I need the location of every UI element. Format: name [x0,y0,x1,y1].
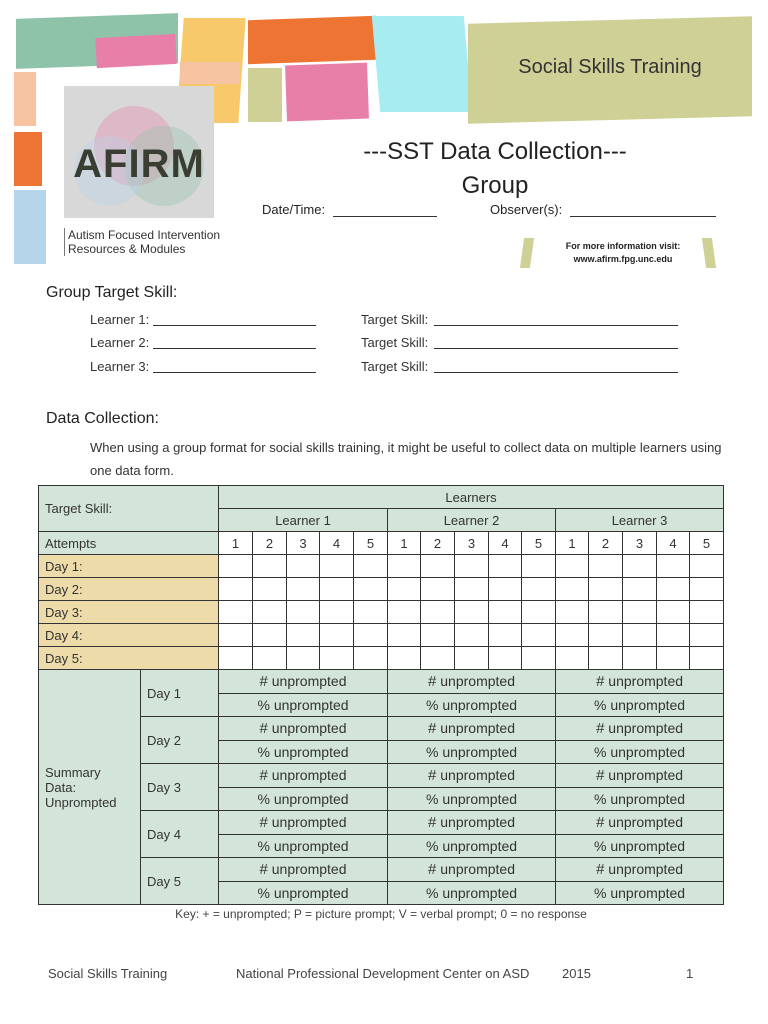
target-skill-header: Target Skill: [39,486,219,532]
percent-symbol: % [257,743,270,760]
attempt-entry-cell[interactable] [522,624,556,647]
unprompted-word: unprompted [442,696,518,713]
summary-day-label: Day 3 [141,764,219,811]
learners-header: Learners [219,486,724,509]
attempt-entry-cell[interactable] [455,555,489,578]
hash-symbol: # [596,766,605,784]
hash-symbol: # [428,672,437,690]
mosaic-tile [372,16,472,112]
attempt-entry-cell[interactable] [690,601,724,624]
mosaic-tile [248,16,376,64]
footer-page-number: 1 [686,966,694,981]
table-row [39,555,724,578]
percent-unprompted-cell[interactable] [388,881,556,905]
attempt-entry-cell[interactable] [354,647,388,670]
footer-center: National Professional Development Center on ASD [236,966,530,981]
summary-day-label: Day 4 [141,811,219,858]
attempt-entry-cell[interactable] [421,601,455,624]
afirm-logo [64,86,214,218]
target-skill-3-label: Target Skill: [361,359,429,374]
mosaic-tile [14,190,46,264]
info-url[interactable]: www.afirm.fpg.unc.edu [573,254,673,264]
attempt-entry-cell[interactable] [623,601,657,624]
attempt-entry-cell[interactable] [690,578,724,601]
date-time-line[interactable] [333,205,437,217]
attempt-entry-cell[interactable] [253,624,287,647]
percent-unprompted-cell[interactable] [219,787,388,811]
attempt-entry-cell[interactable] [522,647,556,670]
attempt-entry-cell[interactable] [623,624,657,647]
unprompted-word: unprompted [273,884,349,901]
attempt-entry-cell[interactable] [522,578,556,601]
summary-day-label: Day 2 [141,717,219,764]
learner-3-line[interactable] [153,372,316,373]
attempt-entry-cell[interactable] [489,647,522,670]
attempt-entry-cell[interactable] [455,578,489,601]
attempt-entry-cell[interactable] [320,624,354,647]
attempt-entry-cell[interactable] [219,555,253,578]
unprompted-word: unprompted [610,743,686,760]
percent-symbol: % [594,837,607,854]
logo-wordmark: AFIRM [73,142,205,186]
attempt-entry-cell[interactable] [253,601,287,624]
table-row [39,764,724,788]
unprompted-word: unprompted [442,743,518,760]
attempt-number: 3 [287,532,320,555]
title-line: Group [461,172,529,199]
count-unprompted-cell[interactable] [219,858,388,882]
percent-unprompted-cell[interactable] [556,693,724,717]
count-unprompted-cell[interactable] [388,764,556,788]
percent-symbol: % [594,743,607,760]
percent-unprompted-cell[interactable] [388,834,556,858]
attempt-entry-cell[interactable] [287,624,320,647]
count-unprompted-cell[interactable] [219,764,388,788]
percent-unprompted-cell[interactable] [388,787,556,811]
attempt-entry-cell[interactable] [388,555,421,578]
percent-unprompted-cell[interactable] [388,740,556,764]
percent-unprompted-cell[interactable] [219,834,388,858]
attempt-entry-cell[interactable] [690,555,724,578]
unprompted-word: unprompted [608,766,684,783]
group-target-skill-heading: Group Target Skill: [46,284,178,301]
logo-subtitle-line: Autism Focused Intervention [68,228,221,242]
unprompted-word: unprompted [442,837,518,854]
count-unprompted-cell[interactable] [388,717,556,741]
unprompted-word: unprompted [273,743,349,760]
unprompted-word: unprompted [440,813,515,830]
observer-line[interactable] [570,205,716,217]
attempt-entry-cell[interactable] [589,601,623,624]
attempt-entry-cell[interactable] [623,578,657,601]
logo-subtitle-line: Resources & Modules [68,242,186,256]
unprompted-word: unprompted [273,790,349,807]
attempt-number: 2 [421,532,455,555]
table-row [39,532,724,555]
mosaic-tile [248,68,282,122]
footer-year: 2015 [562,966,591,981]
mosaic-tile [14,132,42,186]
attempt-entry-cell[interactable] [320,601,354,624]
unprompted-word: unprompted [610,790,686,807]
attempt-entry-cell[interactable] [219,578,253,601]
info-line: For more information visit: [565,241,681,251]
hash-symbol: # [428,860,437,878]
attempt-entry-cell[interactable] [320,555,354,578]
table-row [39,858,724,882]
hash-symbol: # [259,860,268,878]
unprompted-word: unprompted [273,837,349,854]
logo-subtitle [64,228,224,256]
attempt-entry-cell[interactable] [623,555,657,578]
target-skill-3-line[interactable] [434,372,678,373]
count-unprompted-cell[interactable] [219,670,388,694]
attempt-entry-cell[interactable] [522,555,556,578]
day-label: Day 5: [39,647,219,670]
learner-column-header: Learner 3 [556,509,724,532]
learner-1-line[interactable] [153,325,316,326]
hash-symbol: # [428,813,437,831]
attempt-entry-cell[interactable] [589,624,623,647]
attempt-entry-cell[interactable] [388,601,421,624]
attempt-entry-cell[interactable] [556,647,589,670]
attempt-entry-cell[interactable] [354,578,388,601]
percent-unprompted-cell[interactable] [219,881,388,905]
attempt-entry-cell[interactable] [421,624,455,647]
table-row [39,486,724,509]
hash-symbol: # [596,860,605,878]
unprompted-word: unprompted [610,696,686,713]
unprompted-word: unprompted [608,813,684,830]
attempt-entry-cell[interactable] [219,624,253,647]
learner-2-line[interactable] [153,348,316,349]
attempt-entry-cell[interactable] [287,647,320,670]
attempt-entry-cell[interactable] [489,555,522,578]
page-title [300,135,690,203]
count-unprompted-cell[interactable] [388,858,556,882]
count-unprompted-cell[interactable] [388,670,556,694]
attempt-entry-cell[interactable] [589,647,623,670]
attempt-number: 5 [522,532,556,555]
unprompted-word: unprompted [608,860,684,877]
unprompted-word: unprompted [271,860,347,877]
attempt-entry-cell[interactable] [556,555,589,578]
unprompted-word: unprompted [271,813,347,830]
attempt-entry-cell[interactable] [690,624,724,647]
attempt-entry-cell[interactable] [253,647,287,670]
unprompted-word: unprompted [610,884,686,901]
attempt-entry-cell[interactable] [320,578,354,601]
attempt-number: 1 [388,532,421,555]
attempt-entry-cell[interactable] [489,624,522,647]
data-collection-description: When using a group format for social skills training, it might be useful to collect data on multiple learners using one data form. [90,440,722,478]
attempt-entry-cell[interactable] [253,578,287,601]
summary-day-label: Day 5 [141,858,219,905]
banner-title: Social Skills Training [518,56,702,78]
attempt-number: 1 [556,532,589,555]
attempt-entry-cell[interactable] [287,601,320,624]
target-skill-2-label: Target Skill: [361,335,429,350]
learner-column-header: Learner 2 [388,509,556,532]
attempt-entry-cell[interactable] [354,555,388,578]
data-collection-table [38,485,724,905]
summary-data-label: Summary Data: Unprompted [39,670,141,905]
attempt-entry-cell[interactable] [657,647,690,670]
mosaic-tile [95,34,176,68]
attempt-entry-cell[interactable] [489,578,522,601]
attempt-entry-cell[interactable] [556,624,589,647]
percent-symbol: % [425,790,439,807]
attempt-entry-cell[interactable] [589,555,623,578]
unprompted-word: unprompted [440,719,515,736]
hash-symbol: # [596,672,605,690]
attempt-entry-cell[interactable] [657,624,690,647]
attempt-entry-cell[interactable] [522,601,556,624]
day-label: Day 3: [39,601,219,624]
percent-unprompted-cell[interactable] [556,787,724,811]
observer-field[interactable] [490,202,716,217]
summary-day-label: Day 1 [141,670,219,717]
attempt-entry-cell[interactable] [690,647,724,670]
hash-symbol: # [259,719,268,737]
attempt-entry-cell[interactable] [589,578,623,601]
percent-symbol: % [257,884,270,901]
percent-unprompted-cell[interactable] [219,740,388,764]
percent-symbol: % [425,884,439,901]
percent-symbol: % [594,790,607,807]
attempt-entry-cell[interactable] [455,601,489,624]
percent-unprompted-cell[interactable] [388,693,556,717]
learner-1-label: Learner 1: [90,312,150,327]
table-row [39,670,724,694]
hash-symbol: # [259,766,268,784]
unprompted-word: unprompted [608,672,684,689]
attempt-entry-cell[interactable] [556,578,589,601]
mosaic-tile [14,72,36,126]
count-unprompted-cell[interactable] [556,811,724,835]
percent-symbol: % [594,884,607,901]
attempt-entry-cell[interactable] [287,578,320,601]
attempt-number: 4 [320,532,354,555]
attempt-entry-cell[interactable] [421,647,455,670]
table-row [39,578,724,601]
count-unprompted-cell[interactable] [556,764,724,788]
percent-symbol: % [425,743,439,760]
hash-symbol: # [428,719,437,737]
hash-symbol: # [259,813,268,831]
attempt-entry-cell[interactable] [421,578,455,601]
attempt-number: 4 [657,532,690,555]
attempt-entry-cell[interactable] [455,647,489,670]
hash-symbol: # [259,672,268,690]
table-row [39,811,724,835]
percent-symbol: % [594,696,607,713]
attempts-label: Attempts [39,532,219,555]
unprompted-word: unprompted [610,837,686,854]
footer-left: Social Skills Training [48,966,168,981]
attempt-entry-cell[interactable] [219,647,253,670]
attempt-entry-cell[interactable] [287,555,320,578]
attempt-number: 5 [690,532,724,555]
key-legend: Key: + = unprompted; P = picture prompt; V = verbal prompt; 0 = no response [175,907,587,921]
count-unprompted-cell[interactable] [219,811,388,835]
table-row [39,717,724,741]
attempt-entry-cell[interactable] [320,647,354,670]
percent-symbol: % [425,837,439,854]
day-label: Day 1: [39,555,219,578]
unprompted-word: unprompted [440,766,515,783]
attempt-entry-cell[interactable] [657,555,690,578]
attempt-entry-cell[interactable] [388,624,421,647]
date-time-field[interactable] [262,202,437,217]
title-line: ---SST Data Collection--- [363,138,627,165]
target-skill-1-label: Target Skill: [361,312,429,327]
unprompted-word: unprompted [442,790,518,807]
percent-unprompted-cell[interactable] [556,834,724,858]
attempt-entry-cell[interactable] [657,578,690,601]
attempt-number: 3 [455,532,489,555]
attempt-number: 1 [219,532,253,555]
attempt-number: 4 [489,532,522,555]
percent-unprompted-cell[interactable] [219,693,388,717]
unprompted-word: unprompted [273,696,349,713]
count-unprompted-cell[interactable] [219,717,388,741]
attempt-number: 3 [623,532,657,555]
mosaic-tile [180,62,240,84]
attempt-entry-cell[interactable] [354,624,388,647]
table-row [39,624,724,647]
count-unprompted-cell[interactable] [556,717,724,741]
unprompted-word: unprompted [271,672,347,689]
attempt-entry-cell[interactable] [623,647,657,670]
attempt-entry-cell[interactable] [657,601,690,624]
attempt-number: 5 [354,532,388,555]
attempt-entry-cell[interactable] [455,624,489,647]
unprompted-word: unprompted [442,884,518,901]
target-skill-1-line[interactable] [434,325,678,326]
unprompted-word: unprompted [440,672,515,689]
learner-3-label: Learner 3: [90,359,150,374]
count-unprompted-cell[interactable] [388,811,556,835]
data-collection-heading: Data Collection: [46,410,159,427]
percent-unprompted-cell[interactable] [556,740,724,764]
attempt-entry-cell[interactable] [556,601,589,624]
percent-unprompted-cell[interactable] [556,881,724,905]
date-time-label: Date/Time: [262,202,326,217]
attempt-entry-cell[interactable] [489,601,522,624]
hash-symbol: # [596,813,605,831]
unprompted-word: unprompted [608,719,684,736]
attempt-number: 2 [589,532,623,555]
attempt-number: 2 [253,532,287,555]
info-note [548,240,698,266]
percent-symbol: % [257,790,270,807]
percent-symbol: % [425,696,439,713]
mosaic-tile [285,63,369,122]
attempt-entry-cell[interactable] [388,578,421,601]
unprompted-word: unprompted [271,766,347,783]
attempt-entry-cell[interactable] [421,555,455,578]
percent-symbol: % [257,696,270,713]
learner-column-header: Learner 1 [219,509,388,532]
unprompted-word: unprompted [440,860,515,877]
table-row [39,647,724,670]
unprompted-word: unprompted [271,719,347,736]
attempt-entry-cell[interactable] [219,601,253,624]
learner-2-label: Learner 2: [90,335,150,350]
percent-symbol: % [257,837,270,854]
count-unprompted-cell[interactable] [556,670,724,694]
table-row [39,601,724,624]
attempt-entry-cell[interactable] [354,601,388,624]
count-unprompted-cell[interactable] [556,858,724,882]
day-label: Day 4: [39,624,219,647]
observer-label: Observer(s): [490,202,563,217]
day-label: Day 2: [39,578,219,601]
target-skill-2-line[interactable] [434,348,678,349]
hash-symbol: # [428,766,437,784]
hash-symbol: # [596,719,605,737]
attempt-entry-cell[interactable] [388,647,421,670]
attempt-entry-cell[interactable] [253,555,287,578]
